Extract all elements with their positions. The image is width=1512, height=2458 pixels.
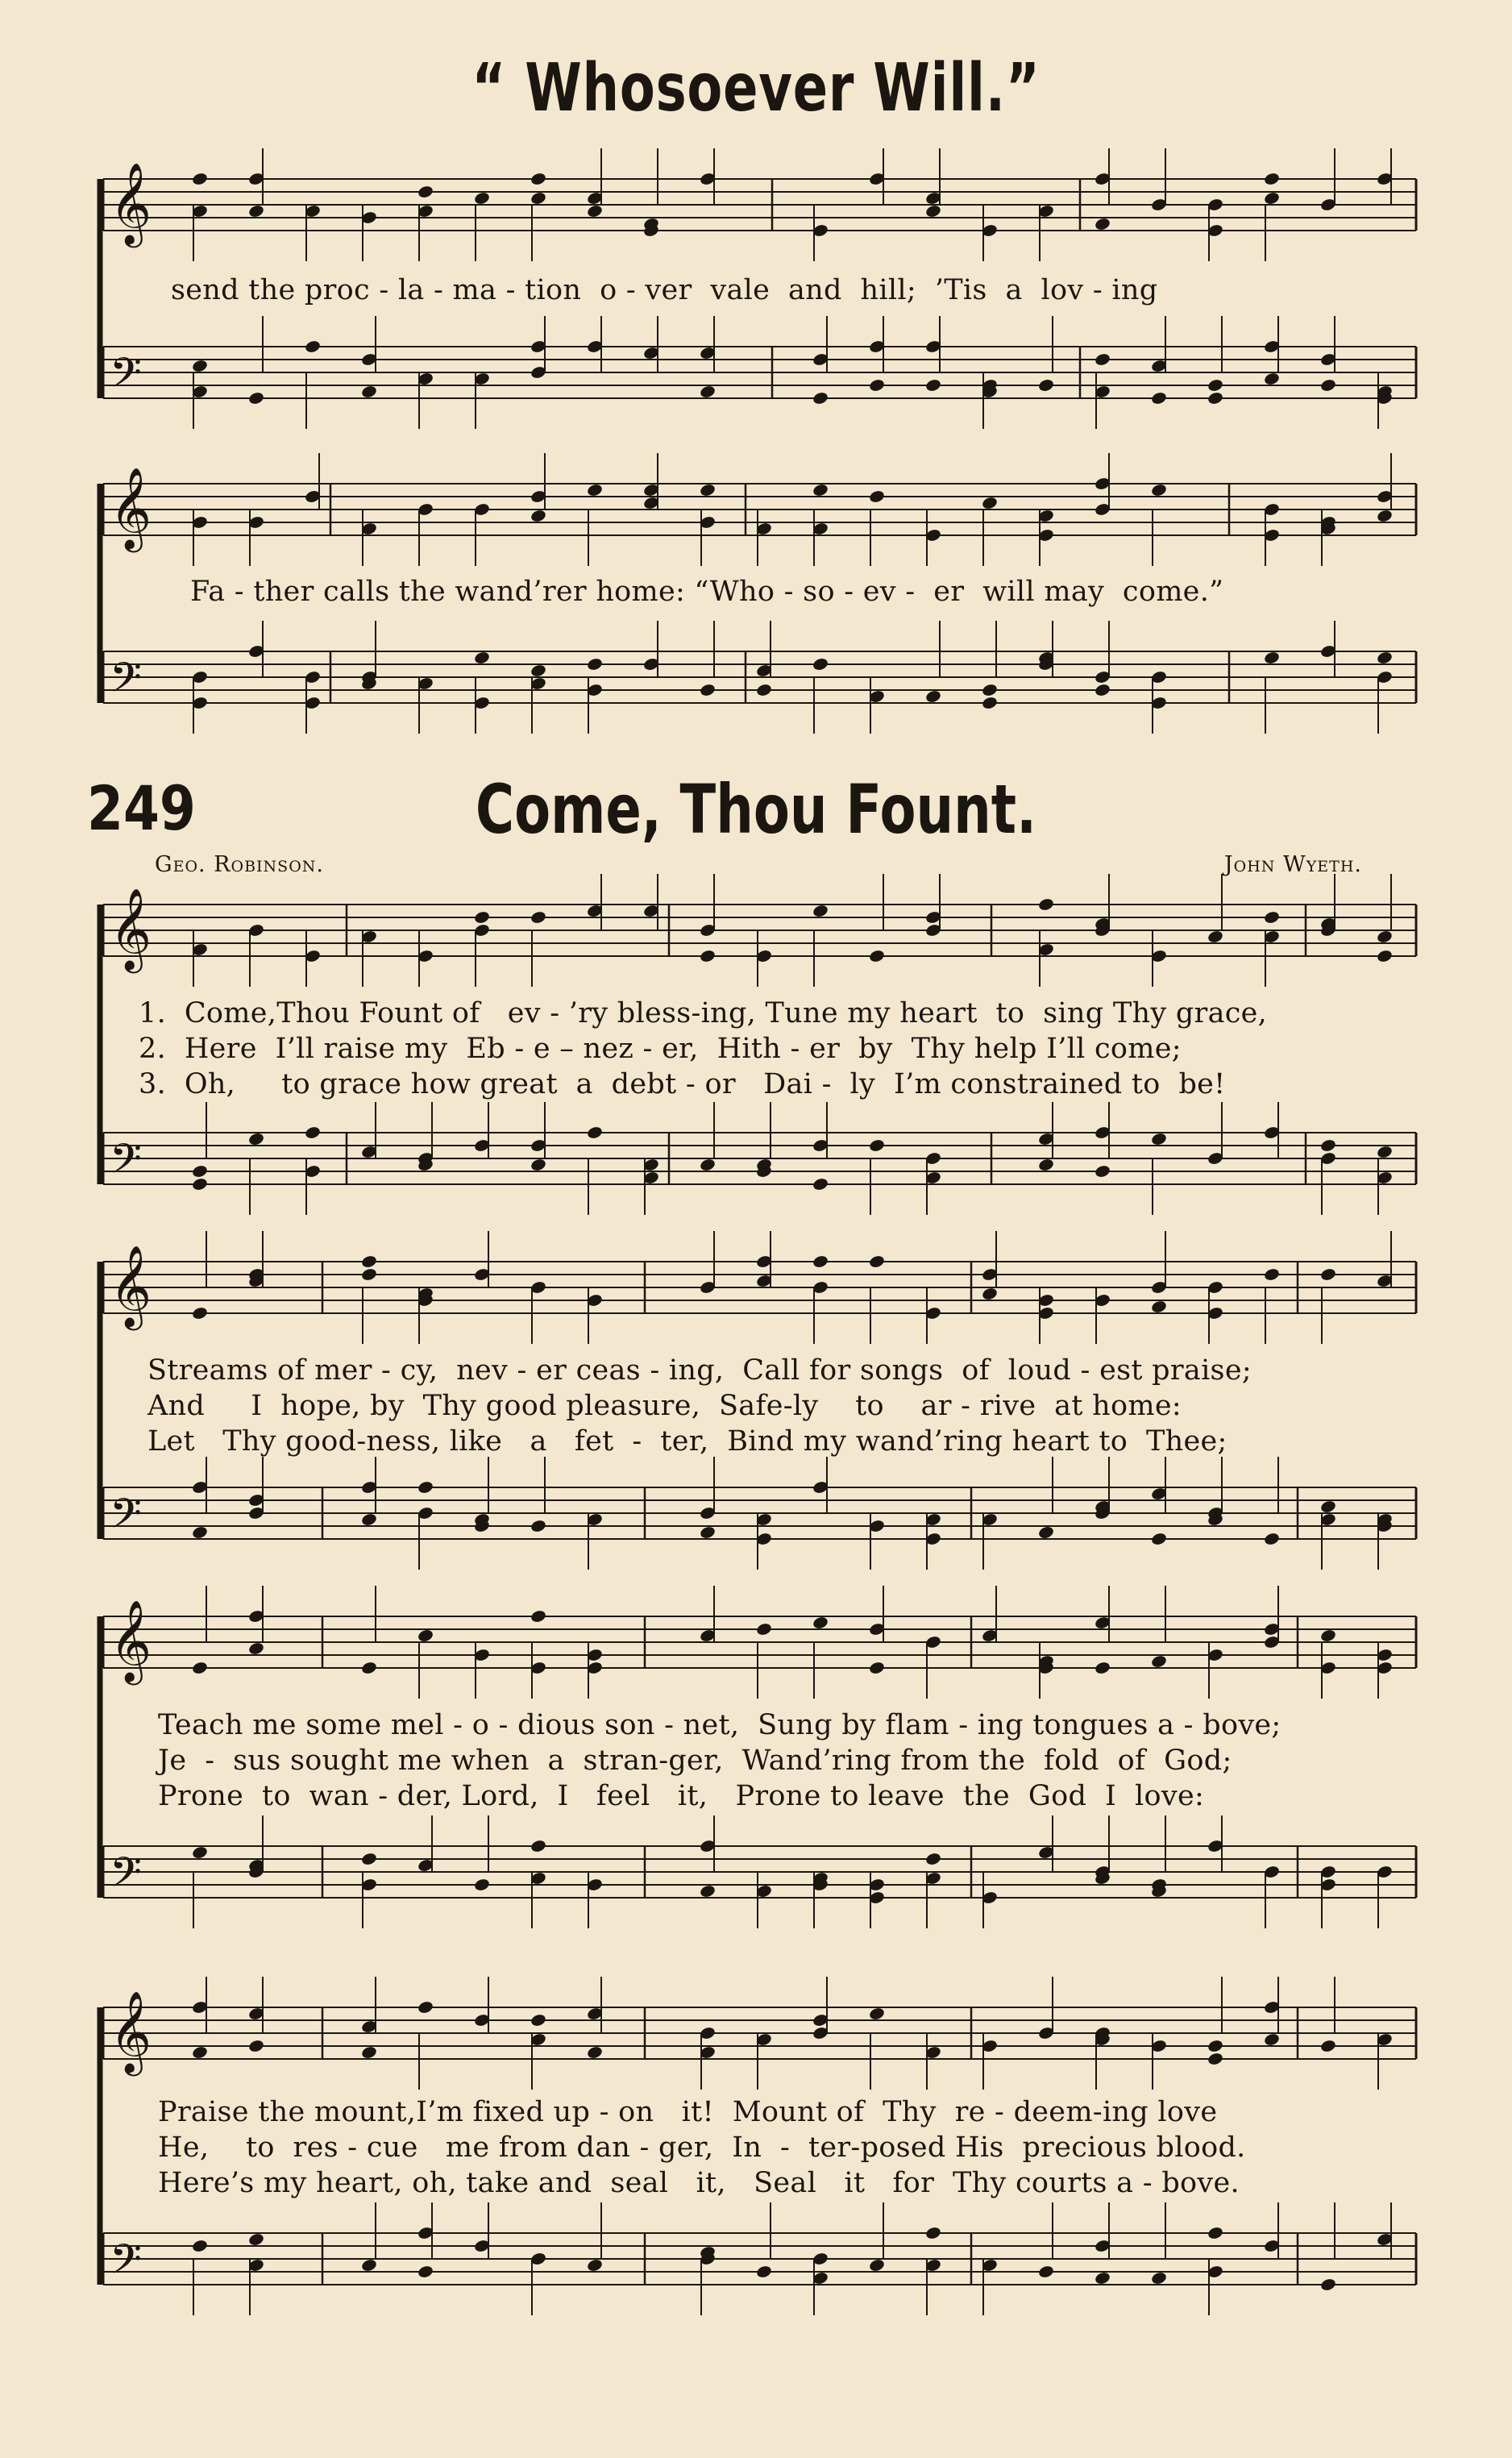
verse-2-line-2: And I hope, by Thy good pleasure, Safe-ly to ar - rive at home: (147, 1390, 1182, 1422)
note-head (868, 2258, 885, 2273)
note-head (473, 191, 490, 206)
note-head (868, 2007, 885, 2021)
note-head (530, 191, 546, 206)
note-head (586, 204, 603, 218)
note-head (530, 172, 546, 186)
verse-2-line-4: He, to res - cue me from dan - ger, In - ter-posed His precious blood. (158, 2132, 1246, 2164)
verse-3-line-3: Prone to wan - der, Lord, I feel it, Prone to leave the God I love: (158, 1780, 1205, 1812)
note-head (586, 1125, 603, 1140)
note-head (304, 1125, 321, 1140)
words-credit: Geo. Robinson. (155, 852, 324, 877)
note-head (1319, 1628, 1336, 1643)
note-head (586, 657, 603, 672)
treble-clef-icon: 𝄞 (110, 1990, 152, 2073)
note-head (191, 2239, 208, 2253)
note-head (1207, 391, 1223, 406)
note-head (360, 1661, 377, 1675)
note-head (247, 1132, 264, 1146)
note-head (1150, 1654, 1167, 1669)
note-head (1094, 217, 1111, 231)
note-head (699, 949, 716, 963)
note-head (530, 2013, 546, 2028)
verse-1-line-3: Teach me some mel - o - dious son - net, Sung by flam - ing tongues a - bove; (158, 1709, 1281, 1741)
note-head (1094, 1661, 1111, 1675)
note-head (1376, 930, 1393, 944)
note-head (417, 2000, 434, 2015)
note-head (981, 683, 998, 697)
note-head (1263, 910, 1280, 925)
note-head (1094, 1164, 1111, 1179)
note-head (755, 2265, 772, 2279)
note-head (812, 1177, 829, 1192)
note-head (1150, 1132, 1167, 1146)
note-head (1037, 1158, 1054, 1172)
note-head (1263, 651, 1280, 665)
note-head (586, 2045, 603, 2060)
note-head (1207, 2039, 1223, 2053)
note-head (586, 2258, 603, 2273)
verse-1-line-4: Praise the mount,I’m fixed up - on it! Mount of Thy re - deem-ing love (158, 2096, 1218, 2128)
note-head (530, 910, 546, 925)
bass-clef-icon: 𝄢 (110, 1848, 142, 1907)
treble-clef-icon: 𝄞 (110, 887, 152, 970)
note-head (247, 2232, 264, 2247)
note-head (1207, 378, 1223, 393)
note-head (812, 904, 829, 918)
note-head (699, 1884, 716, 1899)
note-head (1150, 1532, 1167, 1546)
note-head (247, 2039, 264, 2053)
note-head (868, 1254, 885, 1269)
note-head (1319, 1138, 1336, 1153)
note-head (473, 1878, 490, 1892)
note-head (360, 2258, 377, 2273)
verse-3-line-2: Let Thy good-ness, like a fet - ter, Bind my wand’ring heart to Thee; (147, 1425, 1227, 1458)
note-head (360, 2045, 377, 2060)
note-head (360, 1267, 377, 1282)
note-head (586, 483, 603, 497)
note-head (1263, 2032, 1280, 2047)
note-head (530, 1839, 546, 1853)
note-head (360, 385, 377, 399)
note-head (924, 1852, 941, 1866)
music-credit: John Wyeth. (1223, 852, 1362, 877)
note-head (924, 204, 941, 218)
note-head (417, 185, 434, 199)
note-head (981, 696, 998, 710)
treble-clef-icon: 𝄞 (110, 466, 152, 549)
note-head (1263, 172, 1280, 186)
note-head (924, 2226, 941, 2240)
note-head (1376, 509, 1393, 523)
note-head (304, 339, 321, 354)
note-head (1094, 352, 1111, 367)
note-head (868, 949, 885, 963)
note-head (755, 1622, 772, 1637)
note-head (1207, 930, 1223, 944)
note-head (981, 496, 998, 510)
note-head (699, 385, 716, 399)
note-head (191, 359, 208, 373)
treble-clef-icon: 𝄞 (110, 161, 152, 244)
bass-clef-icon: 𝄢 (110, 653, 142, 712)
note-head (924, 689, 941, 704)
note-head (812, 1254, 829, 1269)
note-head (473, 651, 490, 665)
verse-1-line-2: Streams of mer - cy, nev - er ceas - ing, Call for songs of loud - est praise; (147, 1354, 1252, 1387)
note-head (530, 663, 546, 678)
hymn-number: 249 (87, 772, 196, 844)
treble-clef-icon: 𝄞 (110, 1599, 152, 1682)
note-head (360, 1512, 377, 1527)
verse-2-line-1: 2. Here I’ll raise my Eb - e – nez - er, Hith - er by Thy help I’ll come; (139, 1033, 1182, 1065)
note-head (699, 1158, 716, 1172)
note-head (699, 483, 716, 497)
note-head (417, 1480, 434, 1495)
lyric-line-top-2: Fa - ther calls the wand’rer home: “Who - so - ev - er will may come.” (190, 576, 1224, 608)
note-head (1037, 1525, 1054, 1540)
verse-3-line-4: Here’s my heart, oh, take and seal it, Seal it for Thy courts a - bove. (158, 2167, 1240, 2199)
note-head (924, 378, 941, 393)
verse-3-line-1: 3. Oh, to grace how great a debt - or Dai - ly I’m constrained to be! (139, 1068, 1226, 1100)
note-head (1319, 2277, 1336, 2292)
note-head (1037, 2265, 1054, 2279)
note-head (360, 1254, 377, 1269)
note-head (247, 391, 264, 406)
verse-1-line-1: 1. Come,Thou Fount of ev - ’ry bless-ing, Tune my heart to sing Thy grace, (139, 997, 1268, 1029)
bass-clef-icon: 𝄢 (110, 1134, 142, 1193)
note-head (1150, 1300, 1167, 1314)
note-head (417, 2265, 434, 2279)
note-head (1037, 378, 1054, 393)
note-head (812, 1616, 829, 1630)
note-head (191, 1845, 208, 1860)
note-head (1263, 191, 1280, 206)
note-head (473, 910, 490, 925)
note-head (868, 1138, 885, 1153)
note-head (1037, 897, 1054, 912)
note-head (1150, 483, 1167, 497)
note-head (1207, 2052, 1223, 2066)
note-head (1263, 372, 1280, 386)
note-head (530, 1158, 546, 1172)
note-head (530, 1609, 546, 1624)
note-head (417, 1628, 434, 1643)
note-head (1150, 2271, 1167, 2285)
note-head (812, 391, 829, 406)
bass-clef-icon: 𝄢 (110, 1489, 142, 1548)
note-head (191, 1306, 208, 1320)
hymn-title-whosoever-will: “ Whosoever Will.” (471, 50, 1041, 127)
note-head (247, 204, 264, 218)
note-head (191, 1164, 208, 1179)
note-head (981, 1287, 998, 1301)
note-head (1376, 651, 1393, 665)
hymn-title-come-thou-fount: Come, Thou Fount. (476, 770, 1036, 849)
note-head (1207, 2226, 1223, 2240)
note-head (868, 378, 885, 393)
note-head (530, 509, 546, 523)
treble-clef-icon: 𝄞 (110, 1244, 152, 1327)
note-head (868, 1661, 885, 1675)
note-head (1376, 949, 1393, 963)
note-head (1263, 1532, 1280, 1546)
note-head (1094, 683, 1111, 697)
note-head (1094, 2271, 1111, 2285)
note-head (191, 1177, 208, 1192)
note-head (191, 2045, 208, 2060)
bass-clef-icon: 𝄢 (110, 348, 142, 407)
note-head (868, 489, 885, 504)
note-head (530, 1519, 546, 1533)
note-head (1319, 1267, 1336, 1282)
note-head (1376, 1145, 1393, 1159)
note-head (812, 657, 829, 672)
note-head (360, 1852, 377, 1866)
bass-clef-icon: 𝄢 (110, 2235, 142, 2294)
note-head (699, 683, 716, 697)
note-head (699, 1525, 716, 1540)
note-head (191, 1525, 208, 1540)
note-head (1150, 391, 1167, 406)
note-head (1319, 378, 1336, 393)
note-head (191, 172, 208, 186)
note-head (1319, 2039, 1336, 2053)
lyric-line-top-1: send the proc - la - ma - tion o - ver vale and hill; ’Tis a lov - ing (171, 274, 1158, 306)
verse-2-line-3: Je - sus sought me when a stran-ger, Wand’ring from the fold of God; (158, 1745, 1232, 1777)
note-head (812, 483, 829, 497)
note-head (755, 683, 772, 697)
note-head (1263, 1267, 1280, 1282)
note-head (191, 1661, 208, 1675)
note-head (1319, 1499, 1336, 1514)
note-head (247, 1641, 264, 1656)
